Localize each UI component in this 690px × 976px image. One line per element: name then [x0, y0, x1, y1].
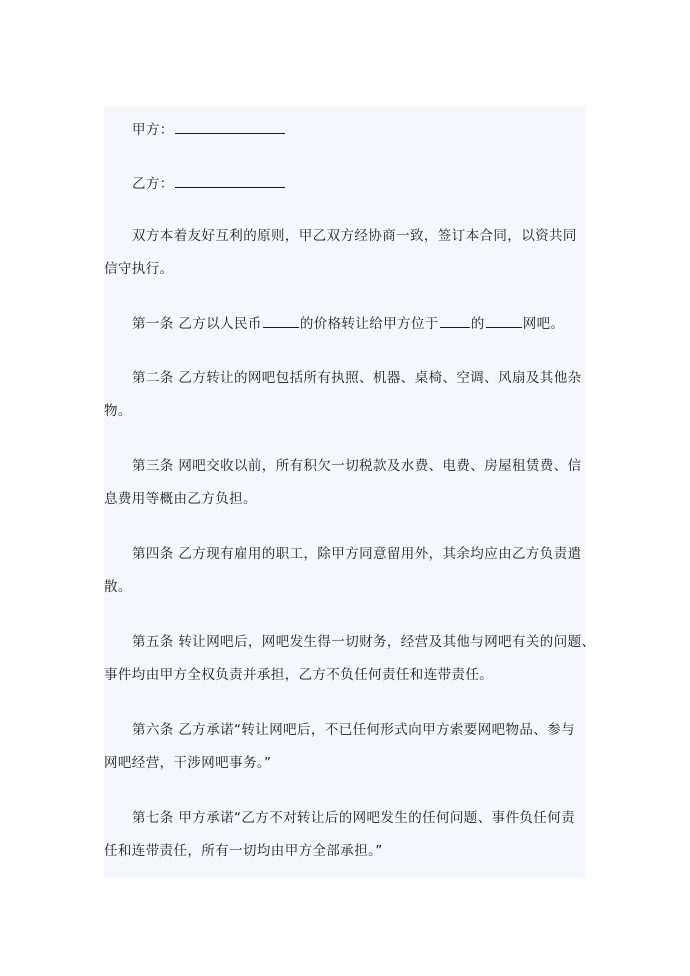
article-1-text-4: 网吧。	[522, 316, 565, 332]
intro-line-1: 双方本着友好互利的原则，甲乙双方经协商一致，签订本合同，以资共同	[132, 228, 577, 244]
article-6	[104, 714, 586, 780]
article-number: 第七条	[132, 810, 174, 826]
article-1-text-2: 的价格转让给甲方位于	[299, 316, 439, 332]
article-2-line-2: 物。	[104, 403, 132, 419]
party-a-line	[104, 114, 586, 147]
article-1-text-3: 的	[470, 316, 485, 332]
document-body	[104, 106, 596, 878]
article-2	[104, 362, 586, 428]
article-number: 第一条	[132, 316, 174, 332]
article-3-line-1: 网吧交收以前，所有积欠一切税款及水费、电费、房屋租赁费、信	[178, 458, 582, 474]
article-number: 第六条	[132, 722, 174, 738]
article-1	[104, 308, 586, 341]
article-4-line-1: 乙方现有雇用的职工，除甲方同意留用外，其余均应由乙方负责遣	[178, 546, 582, 562]
article-5-line-1: 转让网吧后，网吧发生得一切财务，经营及其他与网吧有关的问题、	[178, 634, 596, 650]
price-blank[interactable]	[263, 313, 299, 328]
article-7	[104, 802, 586, 868]
article-4-line-2: 散。	[104, 579, 132, 595]
article-3	[104, 450, 586, 516]
article-number: 第二条	[132, 370, 174, 386]
intro-paragraph	[104, 220, 586, 286]
location-blank[interactable]	[440, 313, 470, 328]
party-a-blank[interactable]	[175, 119, 285, 134]
intro-line-2: 信守执行。	[104, 261, 174, 277]
article-number: 第五条	[132, 634, 174, 650]
party-b-blank[interactable]	[175, 173, 285, 188]
article-6-line-1: 乙方承诺“转让网吧后，不已任何形式向甲方索要网吧物品、参与	[178, 722, 575, 738]
article-3-line-2: 息费用等概由乙方负担。	[104, 491, 257, 507]
cafe-name-blank[interactable]	[486, 313, 522, 328]
party-b-label: 乙方：	[132, 176, 174, 192]
article-number: 第三条	[132, 458, 174, 474]
article-5	[104, 626, 596, 692]
article-6-line-2: 网吧经营，干涉网吧事务。”	[104, 755, 272, 771]
article-1-text-1: 乙方以人民币	[178, 316, 262, 332]
article-2-line-1: 乙方转让的网吧包括所有执照、机器、桌椅、空调、风扇及其他杂	[178, 370, 582, 386]
article-5-line-2: 事件均由甲方全权负责并承担，乙方不负任何责任和连带责任。	[104, 667, 494, 683]
party-b-line	[104, 168, 586, 201]
article-number: 第四条	[132, 546, 174, 562]
article-7-line-1: 甲方承诺“乙方不对转让后的网吧发生的任何问题、事件负任何责	[178, 810, 575, 826]
article-7-line-2: 任和连带责任，所有一切均由甲方全部承担。”	[104, 843, 383, 859]
article-4	[104, 538, 586, 604]
party-a-label: 甲方：	[132, 122, 174, 138]
